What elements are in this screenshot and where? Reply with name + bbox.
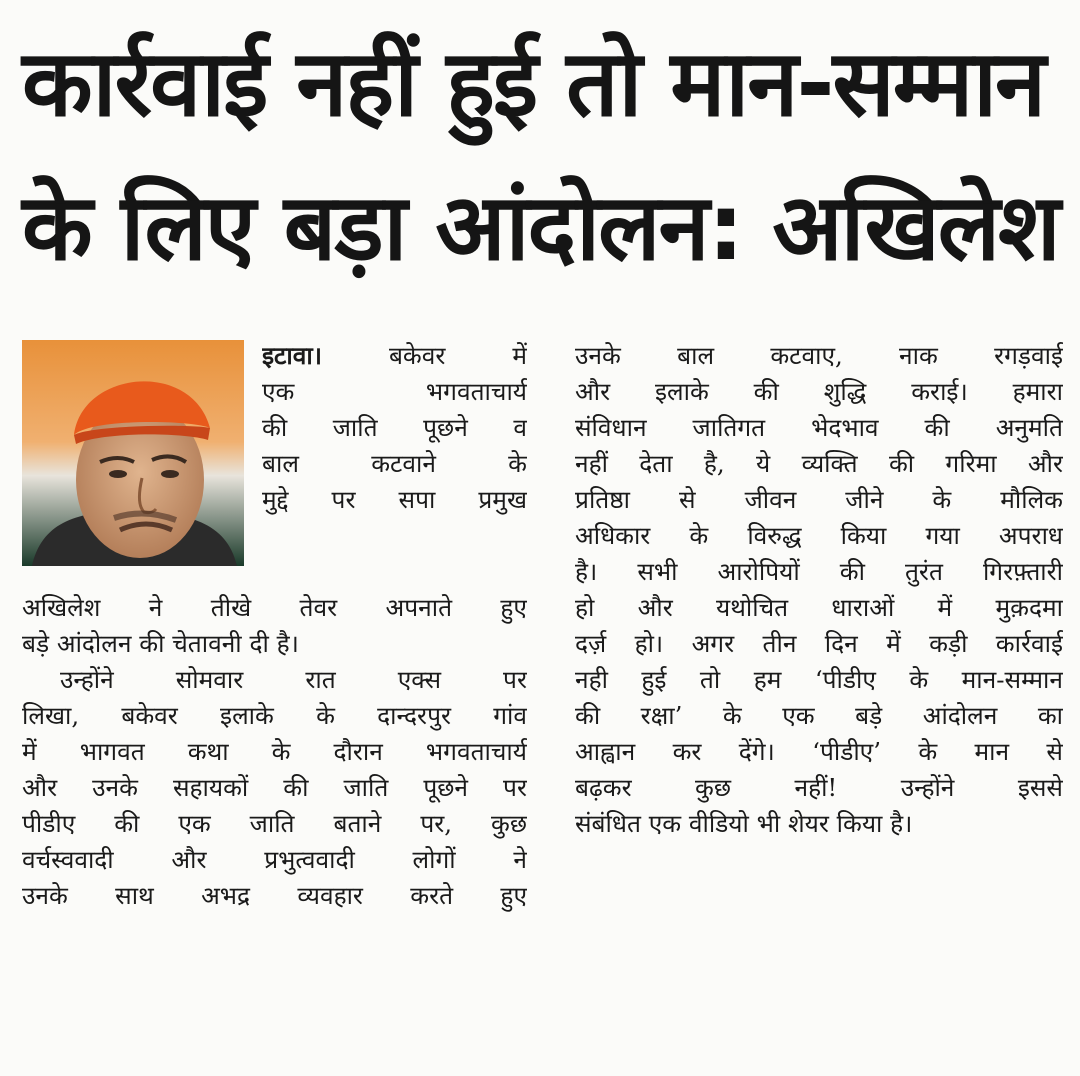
- headline-line-2: के लिए बड़ा आंदोलन: अखिलेश: [22, 174, 1059, 281]
- article-line: और उनके सहायकों की जाति पूछने पर: [22, 773, 527, 802]
- article-line: और इलाके की शुद्धि कराई। हमारा: [575, 377, 1063, 406]
- article-line: हो और यथोचित धाराओं में मुक़दमा: [575, 593, 1063, 622]
- article-column-1-wrap: [262, 338, 527, 518]
- article-column-1-full: [22, 590, 527, 914]
- article-column-2: [575, 338, 1063, 842]
- article-line: है। सभी आरोपियों की तुरंत गिरफ़्तारी: [575, 557, 1063, 586]
- article-line: वर्चस्ववादी और प्रभुत्ववादी लोगों ने: [22, 845, 527, 874]
- article-line: मुद्दे पर सपा प्रमुख: [262, 485, 527, 514]
- headline-line-1: कार्रवाई नहीं हुई तो मान-सम्मान: [22, 30, 1045, 137]
- article-line: दर्ज़ हो। अगर तीन दिन में कड़ी कार्रवाई: [575, 629, 1063, 658]
- article-line: उनके बाल कटवाए, नाक रगड़वाई: [575, 341, 1063, 370]
- article-line: बाल कटवाने के: [262, 449, 527, 478]
- article-line: बड़े आंदोलन की चेतावनी दी है।: [22, 629, 299, 658]
- article-line: नही हुई तो हम ‘पीडीए के मान-सम्मान: [575, 665, 1063, 694]
- article-line: संबंधित एक वीडियो भी शेयर किया है।: [575, 809, 913, 838]
- dateline: इटावा।: [262, 341, 322, 370]
- article-line: में भागवत कथा के दौरान भगवताचार्य: [22, 737, 527, 766]
- article-line: की जाति पूछने व: [262, 413, 527, 442]
- article-line: संविधान जातिगत भेदभाव की अनुमति: [575, 413, 1063, 442]
- article-line: नहीं देता है, ये व्यक्ति की गरिमा और: [575, 449, 1063, 478]
- portrait-photo-icon: [22, 340, 244, 566]
- article-line: की रक्षा’ के एक बड़े आंदोलन का: [575, 701, 1063, 730]
- article-line: उनके साथ अभद्र व्यवहार करते हुए: [22, 881, 527, 910]
- article-line: अधिकार के विरुद्ध किया गया अपराध: [575, 521, 1063, 550]
- article-line: लिखा, बकेवर इलाके के दान्दरपुर गांव: [22, 701, 527, 730]
- portrait-photo: [22, 340, 244, 566]
- article-line: बढ़कर कुछ नहीं! उन्होंने इससे: [575, 773, 1063, 802]
- article-line: एक भगवताचार्य: [262, 377, 527, 406]
- article-line: उन्होंने सोमवार रात एक्स पर: [60, 665, 527, 694]
- article-line: पीडीए की एक जाति बताने पर, कुछ: [22, 809, 527, 838]
- article-line: अखिलेश ने तीखे तेवर अपनाते हुए: [22, 593, 527, 622]
- article-line: इटावा। बकेवर में: [262, 341, 527, 370]
- article-line: आह्वान कर देंगे। ‘पीडीए’ के मान से: [575, 737, 1063, 766]
- article-line: प्रतिष्ठा से जीवन जीने के मौलिक: [575, 485, 1063, 514]
